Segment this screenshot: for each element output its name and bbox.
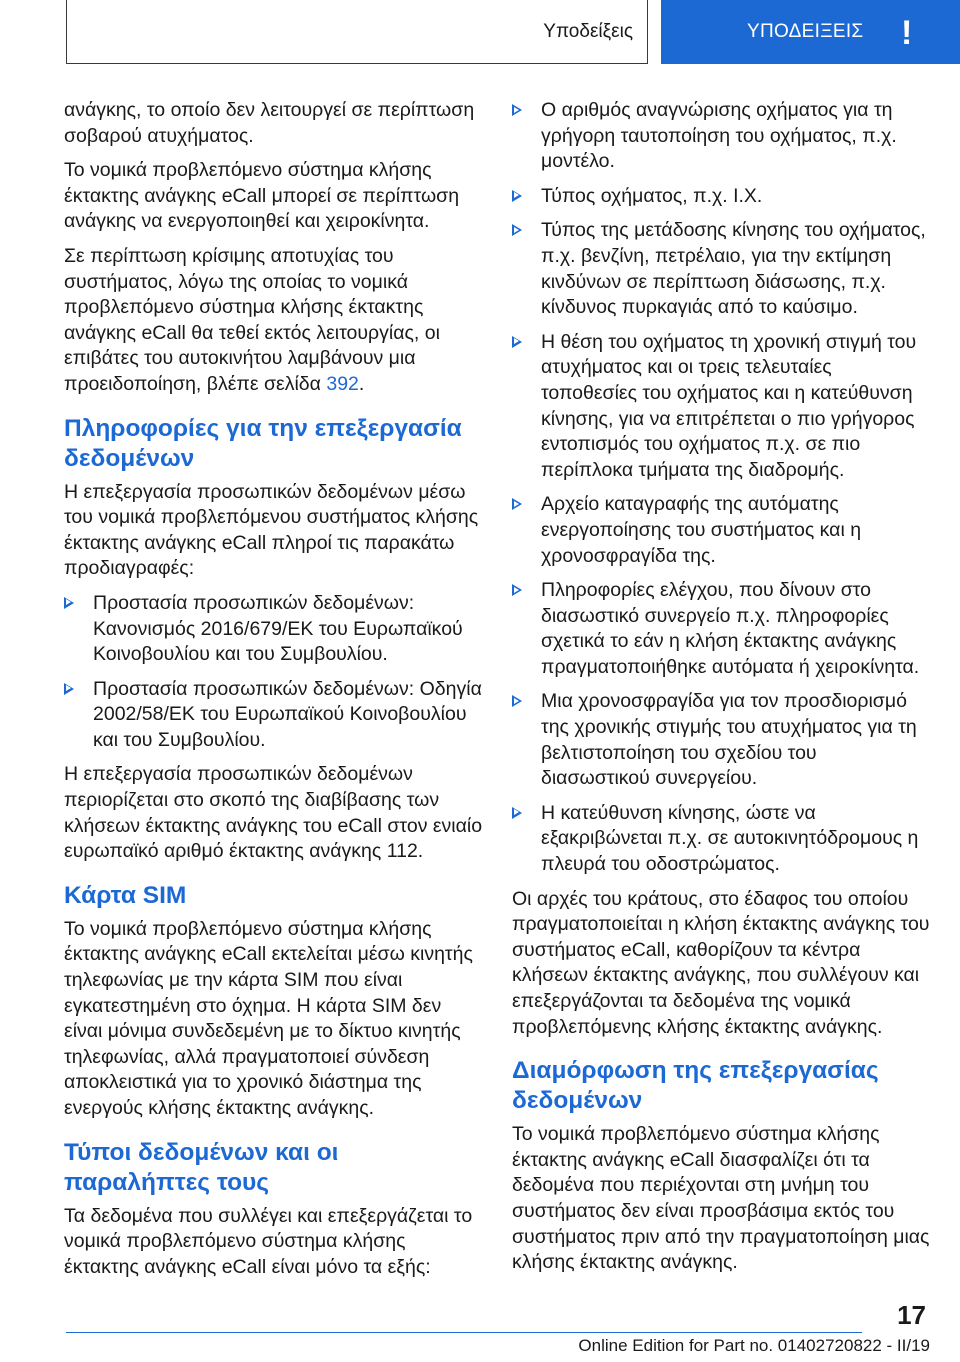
list-item (64, 591, 484, 668)
paragraph: Τα δεδομένα που συλλέγει και επεξεργάζεται το νομικά προβλεπόμενο σύστημα κλήσης έκτακτης ανάγκης eCall είναι μόνο τα εξής: (64, 1204, 473, 1278)
list-item-text: Η κατεύθυνση κίνησης, ώστε να εξακριβώνεται π.χ. σε αυτοκινητόδρομους η πλευρά του οδοστρώματος. (541, 801, 919, 876)
paragraph (64, 244, 484, 398)
exclamation-icon: ! (901, 14, 913, 52)
chapter-tab (661, 0, 960, 64)
triangle-bullet-icon (512, 695, 522, 707)
heading-data-types: Τύποι δεδομένων και οι παραλήπτες τους (64, 1138, 339, 1196)
list-item (512, 689, 930, 791)
heading-sim-card: Κάρτα SIM (64, 881, 187, 909)
list-item-text: Η θέση του οχήματος τη χρονική στιγμή του ατυχήματος και οι τρεις τελευταίες τοποθεσίες του οχήματος και η κατεύθυνση κίνησης, για να επιτρέπεται ο πιο γρήγορος εντοπισμός του οχήματος π.χ. σε πιο περίπλοκα τμήματα της διαδρομής. (541, 330, 917, 481)
list-item-text: Προστασία προσωπικών δεδομένων: Οδηγία 2002/58/ΕΚ του Ευρωπαϊκού Κοινοβουλίου και του Συμβουλίου. (93, 677, 482, 751)
page-header (0, 0, 960, 66)
list-item (512, 98, 930, 175)
paragraph-end: . (358, 372, 365, 395)
list-item (512, 184, 930, 210)
chapter-title: ΥΠΟΔΕΙΞΕΙΣ (747, 21, 864, 42)
list-item (64, 677, 484, 754)
paragraph: ανάγκης, το οποίο δεν λειτουργεί σε περίπτωση σοβαρού ατυχήματος. (64, 99, 475, 147)
list-item-text: Προστασία προσωπικών δεδομένων: Κανονισμός 2016/679/ΕΚ του Ευρωπαϊκού Κοινοβουλίου και του Συμβουλίου. (93, 591, 463, 666)
list-item-text: Αρχείο καταγραφής της αυτόματης ενεργοποίησης του συστήματος και η χρονοσφραγίδα της. (541, 493, 862, 567)
triangle-bullet-icon (512, 336, 522, 348)
list-item (512, 218, 930, 320)
list-item-text: Τύπος οχήματος, π.χ. I.X. (541, 184, 763, 207)
heading-processing-configuration: Διαμόρφωση της επεξεργασίας δεδομένων (512, 1057, 879, 1115)
triangle-bullet-icon (512, 190, 522, 202)
paragraph: Το νομικά προβλεπόμενο σύστημα κλήσης έκτακτης ανάγκης eCall διασφαλίζει ότι τα δεδομένα που περιέχονται στη μνήμη του συστήματος δεν είναι προσβάσιμα εκτός του συστήματος πριν από την πραγματοποίηση μιας κλήσης έκτακτης ανάγκης. (512, 1123, 930, 1274)
paragraph: Η επεξεργασία προσωπικών δεδομένων περιορίζεται στο σκοπό της διαβίβασης των κλήσεων έκτακτης ανάγκης του eCall στον ενιαίο ευρωπαϊκό αριθμό έκτακτης ανάγκης 112. (64, 763, 483, 863)
triangle-bullet-icon (512, 224, 522, 236)
list-item-text: Πληροφορίες ελέγχου, που δίνουν στο διασωστικό συνεργείο π.χ. πληροφορίες σχετικά το εάν η κλήση έκτακτης ανάγκης πραγματοποιήθηκε αυτόματα ή χειροκίνητα. (541, 579, 920, 678)
bullet-list (512, 98, 930, 878)
list-item (512, 578, 930, 680)
list-item (512, 330, 930, 484)
section-title: Υποδείξεις (66, 0, 648, 64)
triangle-bullet-icon (512, 584, 522, 596)
left-column (64, 98, 484, 1289)
bullet-list (64, 591, 484, 754)
triangle-bullet-icon (64, 683, 74, 695)
triangle-bullet-icon (512, 498, 522, 510)
right-column (512, 98, 930, 1285)
paragraph-text: Σε περίπτωση κρίσιμης αποτυχίας του συστήματος, λόγω της οποίας το νομικά προβλεπόμενο σύστημα κλήσης έκτακτης ανάγκης eCall θα τεθεί εκτός λειτουργίας, οι επιβάτες του αυτοκινήτου λαμβάνουν μια προειδοποίηση, βλέπε σελίδα (64, 244, 440, 395)
page-number: 17 (897, 1300, 926, 1330)
triangle-bullet-icon (512, 807, 522, 819)
paragraph: Οι αρχές του κράτους, στο έδαφος του οποίου πραγματοποιείται η κλήση έκτακτης ανάγκης του συστήματος eCall, καθορίζουν τα κέντρα κλήσεων έκτακτης ανάγκης, που συλλέγουν και επεξεργάζονται τα δεδομένα της νομικά προβλεπόμενης κλήσης έκτακτης ανάγκης. (512, 887, 930, 1038)
paragraph: Η επεξεργασία προσωπικών δεδομένων μέσω του νομικά προβλεπόμενου συστήματος κλήσης έκτακτης ανάγκης eCall πληροί τις παρακάτω προδιαγραφές: (64, 480, 479, 580)
list-item (512, 801, 930, 878)
list-item-text: Τύπος της μετάδοσης κίνησης του οχήματος, π.χ. βενζίνη, πετρέλαιο, για την εκτίμηση κινδύνων σε περίπτωση διάσωσης, π.χ. κίνδυνος πυρκαγιάς από το καύσιμο. (541, 219, 926, 319)
triangle-bullet-icon (512, 104, 522, 116)
page-link[interactable]: 392 (326, 372, 359, 395)
heading-data-processing: Πληροφορίες για την επεξεργασία δεδομένων (64, 414, 462, 472)
edition-note: Online Edition for Part no. 01402720822 - II/19 (578, 1336, 930, 1355)
paragraph: Το νομικά προβλεπόμενο σύστημα κλήσης έκτακτης ανάγκης eCall μπορεί σε περίπτωση ανάγκης να ενεργοποιηθεί και χειροκίνητα. (64, 159, 460, 233)
footer-divider (66, 1332, 862, 1333)
list-item-text: Μια χρονοσφραγίδα για τον προσδιορισμό της χρονικής στιγμής του ατυχήματος για τη βελτιστοποίηση του σχεδίου του διασωστικού συνεργείου. (541, 690, 917, 790)
triangle-bullet-icon (64, 597, 74, 609)
paragraph: Το νομικά προβλεπόμενο σύστημα κλήσης έκτακτης ανάγκης eCall εκτελείται μέσω κινητής τηλεφωνίας με την κάρτα SIM που είναι εγκατεστημένη στο όχημα. Η κάρτα SIM δεν είναι μόνιμα συνδεδεμένη με το δίκτυο κινητής τηλεφωνίας, αλλά πραγματοποιεί σύνδεση αποκλειστικά για το χρονικό διάστημα της ενεργούς κλήσης έκτακτης ανάγκης. (64, 917, 473, 1119)
list-item (512, 492, 930, 569)
list-item-text: Ο αριθμός αναγνώρισης οχήματος για τη γρήγορη ταυτοποίηση του οχήματος, π.χ. μοντέλο. (541, 99, 897, 173)
